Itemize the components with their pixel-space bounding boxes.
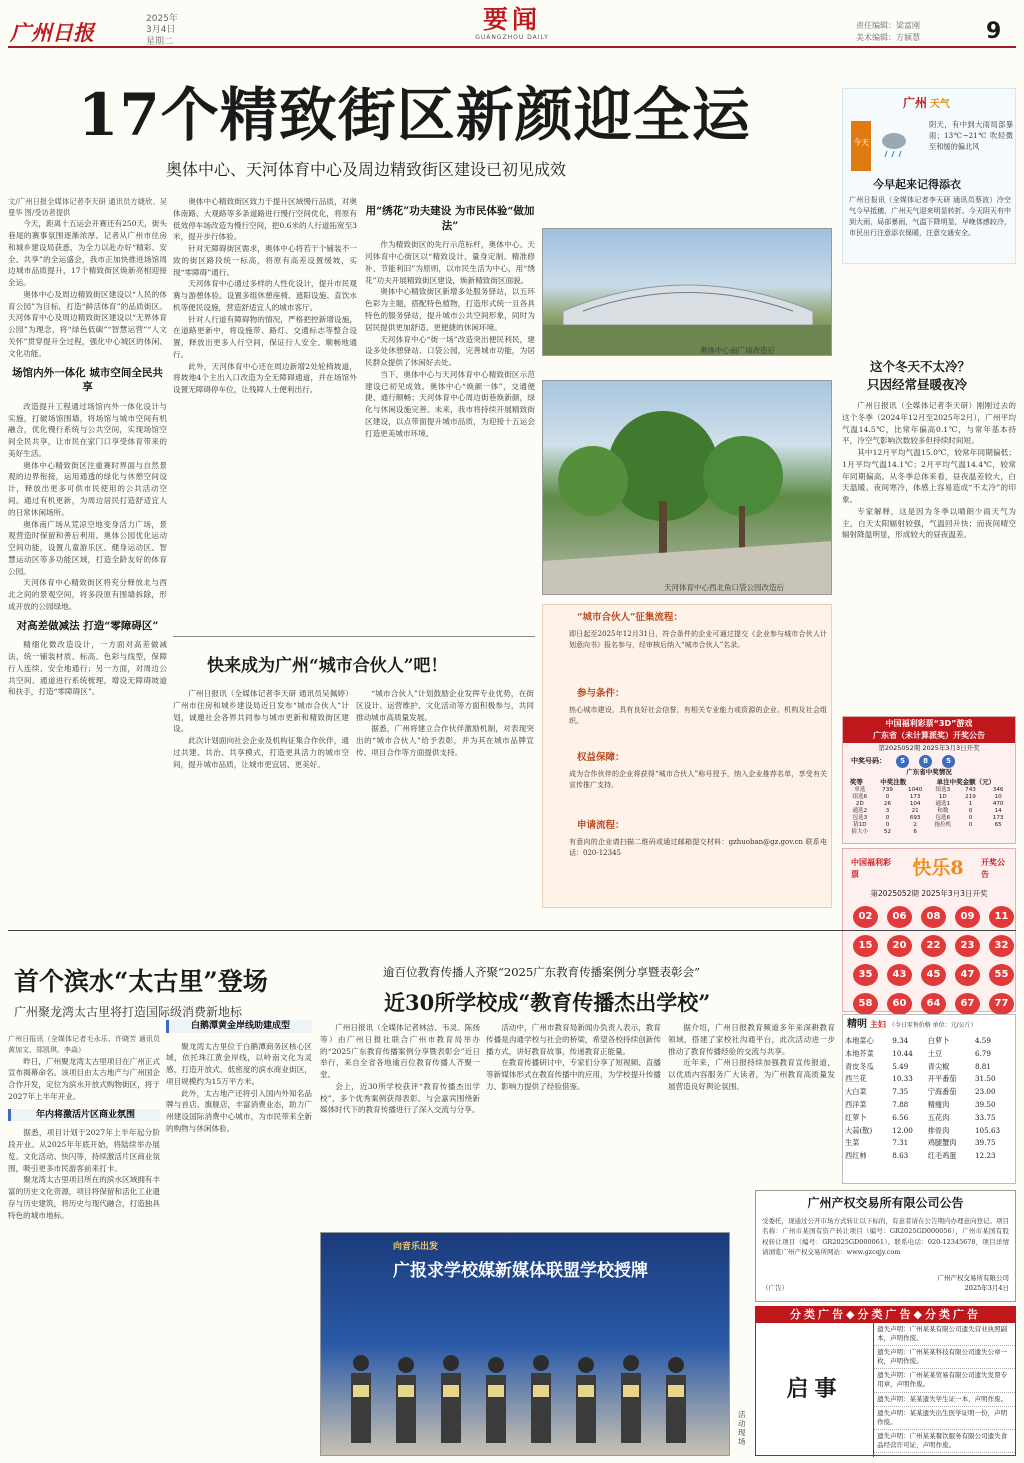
bay-subtitle: 广州聚龙湾太古里将打造国际级消费新地标 bbox=[14, 1005, 243, 1019]
main-column-3: 用“绣花”功夫建设 为市民体验“做加法” 作为精致街区的先行示范标杆，奥体中心、天河体育中心街区以“精致设计、量身定制、精准修补、节能利旧”为原则，以市民生活为中心，用“绣花”功夫开展精致街区建设，焕新精致街区面貌。 奥体中心精致街区新增多处服务驿站，以五环色彩为主题，搭配特色植物，打造形式统一且各具特色的服务驿站，提升城市公共空间形象，同时为居民提供更加舒适、更便捷的休闲环境。 天河体育中心“街一场”改造突出便民利民，建设多处休憩驿站、口袋公园，完善城市功能，为居民群众提供了休闲好去处。 当下，奥体中心与天河体育中心精致街区示范建设已初见成效。奥体中心“焕颜一体”，交通便捷、通行顺畅；天河体育中心周边街巷焕新颜，绿化与休闲设施完善。未来，我市将持续开展精致街区建设，以点带面提升城市品质，为迎接十五运会打造更美城市环境。 bbox=[365, 205, 535, 438]
edu-column-3: 据介绍，广州日报教育频道多年来深耕教育领域，搭建了家校社沟通平台，此次活动进一步推动了教育传播经验的交流与共享。 近年来，广州日报持续加强教育宣传报道，以优质内容服务广大读者，为广州教育高质量发展营造良好舆论氛围。 bbox=[668, 1023, 835, 1091]
kl8-ball: 23 bbox=[955, 935, 980, 957]
photo-pocket-park bbox=[542, 380, 832, 595]
kl8-ball: 43 bbox=[887, 964, 912, 986]
list-item: 遗失声明：广州某某餐饮服务有限公司遗失食品经营许可证，声明作废。 bbox=[874, 1430, 1015, 1453]
kl8-ball: 09 bbox=[955, 906, 980, 928]
bay-headline: 首个滨水“太古里”登场 bbox=[14, 967, 268, 996]
bay-column-2: 白鹅潭黄金岸线助建成型 聚龙湾太古里位于白鹅潭商务区核心区域，依托珠江黄金岸线，以岭南文化为灵感，打造开放式、低密度的滨水商业街区，项目规模约为15万平方米。 此外，太古地产还将引入国内外知名品牌与首店、旗舰店，丰富消费业态，助力广州建设国际消费中心城市，为市民带来全新的购物与休闲体验。 bbox=[166, 1021, 312, 1133]
kl8-ball: 67 bbox=[955, 993, 980, 1015]
kl8-logo: 快乐8 bbox=[912, 857, 964, 880]
edu-headline: 近30所学校成“教育传播杰出学校” bbox=[384, 990, 711, 1015]
kl8-ball: 64 bbox=[921, 993, 946, 1015]
masthead-rule bbox=[8, 46, 1016, 48]
weather-headline: 今早起来记得添衣 bbox=[873, 178, 961, 191]
kl8-ball: 08 bbox=[921, 906, 946, 928]
editor-credits: 责任编辑：梁富刚 美术编辑：方颖慧 bbox=[856, 21, 920, 42]
rights-title: 权益保障： bbox=[577, 752, 625, 763]
divider bbox=[173, 636, 535, 637]
edu-event-photo: 向音乐出发 广报求学校媒新媒体联盟学校授牌 bbox=[320, 1232, 730, 1456]
list-item: 遗失声明：某某遗失出生医学证明一份，声明作废。 bbox=[874, 1407, 1015, 1430]
kl8-ball: 22 bbox=[921, 935, 946, 957]
weather-forecast: 阴天，有中到大雨局部暴雨；13℃~21℃ 吹轻微至和缓的偏北风 bbox=[929, 120, 1013, 152]
kl8-numbers bbox=[843, 900, 1015, 1021]
list-item: 遗失声明：广州某某有限公司遗失营业执照副本，声明作废。 bbox=[874, 1323, 1015, 1346]
section-divider bbox=[8, 930, 1016, 931]
partner-headline: 快来成为广州“城市合伙人”吧！ bbox=[207, 656, 448, 676]
edu-photo-banner: 广报求学校媒新媒体联盟学校授牌 bbox=[393, 1261, 648, 1281]
kl8-ball: 58 bbox=[853, 993, 878, 1015]
edu-kicker: 逾百位教育传播人齐聚“2025广东教育传播案例分享暨表彰会” bbox=[383, 965, 701, 979]
list-item: 遗失声明：某某遗失学生证一本，声明作废。 bbox=[874, 1393, 1015, 1407]
page-number: 9 bbox=[986, 19, 1002, 44]
photo-caption: 奥体中心南广场改造后 bbox=[700, 346, 775, 355]
subheading: 对高差做减法 打造“零障碍区” bbox=[16, 619, 159, 632]
recruit-title: “城市合伙人”征集流程： bbox=[577, 612, 683, 623]
edu-column-2: 活动中，广州市教育局新闻办负责人表示，教育传播是沟通学校与社会的桥梁，希望各校持续创新传播方式，讲好教育故事，传递教育正能量。 在教育传播研讨中，专家们分享了短视频、直播等新媒体形式在教育传播中的应用，为学校提升传播力、影响力提供了经验借鉴。 bbox=[486, 1023, 661, 1091]
kl8-ball: 15 bbox=[853, 935, 878, 957]
lottery-title: 中国福利彩票“3D”游戏 bbox=[885, 719, 973, 728]
kl8-ball: 20 bbox=[887, 935, 912, 957]
warm-winter-headline: 这个冬天不太冷？ bbox=[870, 359, 971, 374]
property-exchange-notice: 广州产权交易所有限公司公告 受委托，现通过公开市场方式转让以下标的，有意者请在公告期内办理意向登记。项目名称：广州市某国有资产转让项目（编号：GR2025GD000056），广州市某国有股权转让项目（编号：GR2025GD000061）。联系电话：020-12345678，项目详情请浏览广州产权交易所网站：www.gzcqjy.com 广州产权交易所有限公司 （广告） 2025年3月4日 bbox=[755, 1190, 1016, 1302]
kl8-ball: 11 bbox=[989, 906, 1014, 928]
weather-box: 广州 天气 今天 阴天，有中到大雨局部暴雨；13℃~21℃ 吹轻微至和缓的偏北风 今早起来记得添衣 广州日报讯（全媒体记者李天研 通讯员蔡波）冷空气今早抵穗，广州天气迎来明显转折。今天阴天有中到大雨，局部暴雨，气温下降明显，早晚体感较冷，市民出行注意添衣保暖，注意交通安全。 bbox=[842, 88, 1016, 264]
partner-info-box: “城市合伙人”征集流程： 即日起至2025年12月31日，符合条件的企业可通过提交《企业参与城市合伙人计划意向书》报名参与，经审核后纳入“城市合伙人”名录。 参与条件： 热心城市建设，具有良好社会信誉，有相关专业能力或资源的企业、机构及社会组织。 权益保障： 成为合作伙伴的企业将获得“城市合伙人”称号授予，纳入企业推荐名单，享受有关宣传推广支持。 申请流程： 有意向的企业请扫描二维码或通过邮箱提交材料：gzhuoban@gz.gov.cn 联系电话：020-12345 bbox=[542, 604, 832, 908]
main-column-2: 奥体中心精致街区致力于提升区域慢行品质，对奥体南路、大观路等多条道路进行慢行空间优化，将原有低效停车场改造为慢行空间，把0.6米的人行道拓宽至3米，提升步行体验。 针对无障碍街区需求，奥体中心将若干个铺装不一致的街区路段统一标高，将原有高差设置缓坡，实现“零障碍”通行。 天河体育中心通过多样的人性化设计，提升市民观赛与游憩体验。设置多组休憩座椅、遮阳设施、直饮水机等便民设施，营造舒适宜人的城市客厅。 针对人行道有障碍物的情况，严格把控新增设施，在道路更新中，将设施带、路灯、交通标志等整合设置，释放出更多人行空间，保证行人安全、顺畅地通行。 此外，天河体育中心还在周边新增2处轮椅坡道，将坡地4个主出入口改造为全无障碍通道，并在场馆外设置无障碍停车位，让残障人士便利出行。 bbox=[173, 197, 357, 395]
winning-number: 5 bbox=[896, 755, 909, 768]
kl8-ball: 47 bbox=[955, 964, 980, 986]
kl8-ball: 45 bbox=[921, 964, 946, 986]
notice-heading: 启事 bbox=[786, 1376, 843, 1403]
winning-number: 8 bbox=[919, 755, 932, 768]
lottery-rows: 单选 739 1040 组选3 743 346 组选6 0 173 1D 219 10 2D 26 104 通选1 1 470 通选2 3 21 和数 0 14 包选3 0 693 包选6 0 173 猜1D 0 2 拖拉机 0 65 猜大小 52 6 bbox=[851, 787, 1004, 835]
apply-title: 申请流程： bbox=[577, 820, 625, 831]
kl8-ball: 35 bbox=[853, 964, 878, 986]
subheading: 年内将激活片区商业氛围 bbox=[8, 1109, 160, 1122]
winning-number: 5 bbox=[942, 755, 955, 768]
kl8-ball: 77 bbox=[989, 993, 1014, 1015]
lottery-3d-box: 中国福利彩票“3D”游戏 广东省（未计算派奖）开奖公告 第2025052期 2025年3月3日开奖 中奖号码： 5 8 5 广东省中奖情况 奖等 中奖注数 单注中奖金额（元） 单选 739 1040 组选3 743 346 组选6 0 173 1D 219 10 2D 26 104 通选1 1 470 通选2 3 21 和数 0 14 包选3 0 693 包选6 0 173 猜1D 0 2 拖拉机 0 65 猜大小 52 6 bbox=[842, 716, 1016, 844]
partner-column-2: “城市合伙人”计划鼓励企业发挥专业优势，在街区设计、运营维护、文化活动等方面积极参与，共同推动城市高质量发展。 据悉，广州将建立合作伙伴激励机制，对表现突出的“城市合伙人”给予表彰，并为其在城市品牌宣传、项目合作等方面提供支持。 bbox=[356, 689, 534, 757]
kl8-ball: 32 bbox=[989, 935, 1014, 957]
lottery-table: 奖等 中奖注数 单注中奖金额（元） bbox=[849, 778, 996, 786]
weather-city: 广州 bbox=[903, 96, 928, 110]
photo-olympic-center bbox=[542, 228, 832, 356]
vegetable-price-table: 本地菜心 9.34 白萝卜 4.59 本地芥菜 10.44 土豆 6.79 青皮冬瓜 5.49 青尖椒 8.81 西兰花 10.33 开平番茄 31.50 大白菜 7.35 宁海番茄 23.00 西洋菜 7.88 精瘦肉 39.50 红萝卜 6.56 五花肉 33.75 大蒜(散) 12.00 排骨肉 105.63 生菜 7.31 鸡腿蟹肉 39.75 西红柿 8.63 红毛鸡蛋 12.23 bbox=[845, 1036, 1001, 1161]
classified-list bbox=[873, 1323, 1015, 1457]
park-illustration bbox=[543, 381, 832, 595]
subheading: 白鹅潭黄金岸线助建成型 bbox=[166, 1020, 312, 1033]
kl8-ball: 06 bbox=[887, 906, 912, 928]
subheading: 用“绣花”功夫建设 为市民体验“做加法” bbox=[365, 205, 535, 232]
paper-logo: 广州日报 bbox=[10, 20, 94, 45]
kl8-ball: 02 bbox=[853, 906, 878, 928]
issue-date: 2025年 3月4日 星期二 bbox=[146, 14, 178, 47]
list-item: 遗失声明：广州某某贸易有限公司遗失发票专用章，声明作废。 bbox=[874, 1369, 1015, 1392]
award-people-illustration bbox=[321, 1233, 730, 1456]
vegetable-price-box: 精明 主妇 （今日零售价格 单位：元/公斤） 本地菜心 9.34 白萝卜 4.59 本地芥菜 10.44 土豆 6.79 青皮冬瓜 5.49 青尖椒 8.81 西兰花 10.33 开平番茄 31.50 大白菜 7.35 宁海番茄 23.00 西洋菜 7.88 精瘦肉 39.50 红萝卜 6.56 五花肉 33.75 大蒜(散) 12.00 排骨肉 105.63 生菜 7.31 鸡腿蟹肉 39.75 西红柿 8.63 红毛鸡蛋 12.23 bbox=[842, 1014, 1016, 1184]
warm-winter-text: 广州日报讯（全媒体记者李天研）刚刚过去的这个冬季（2024年12月至2025年2月），广州平均气温14.5℃，比常年偏高0.1℃，与常年基本持平，冷空气影响次数较多但持续时间短。 其中12月平均气温15.0℃，较常年同期偏低；1月平均气温14.1℃；2月平均气温14.4℃，较常年同期偏高。从冬季总体来看，昼夜温差较大，白天温暖、夜间寒冷，体感上容易造成“不太冷”的印象。 专家解释，这是因为冬季以晴朗少雨天气为主，白天太阳辐射较强，气温回升快；而夜间晴空辐射降温明显，形成较大的昼夜温差。 bbox=[842, 401, 1016, 540]
main-subtitle: 奥体中心、天河体育中心及周边精致街区建设已初见成效 bbox=[166, 160, 567, 179]
today-label: 今天 bbox=[851, 121, 871, 171]
kl8-ball: 55 bbox=[989, 964, 1014, 986]
kl8-ball: 60 bbox=[887, 993, 912, 1015]
conditions-title: 参与条件： bbox=[577, 688, 625, 699]
bay-column-1: 广州日报讯（全媒体记者毛永乐、许晓芳 通讯员黄加文、郑凯琪、李焱） 昨日，广州聚龙湾太古里项目在广州正式宣布揭幕命名。该项目由太古地产与广州国企合作开发，定位为滨水开放式购物街区，将于2027年上半年开业。 年内将激活片区商业氛围 据悉，项目计划于2027年上半年起分阶段开业。从2025年年底开始，将陆续举办展览、文化活动、快闪等，持续激活片区商业氛围，吸引更多市民游客前来打卡。 聚龙湾太古里项目所在的滨水区域拥有丰富的历史文化资源，项目将保留和活化工业遗存与历史建筑，将历史与现代融合，打造独具特色的城市地标。 bbox=[8, 1035, 160, 1220]
section-title: 要闻 bbox=[482, 5, 541, 34]
weather-text: 广州日报讯（全媒体记者李天研 通讯员蔡波）冷空气今早抵穗，广州天气迎来明显转折。今天阴天有中到大雨，局部暴雨，气温下降明显，早晚体感较冷，市民出行注意添衣保暖，注意交通安全。 bbox=[849, 196, 1011, 237]
main-headline: 17个精致街区新颜迎全运 bbox=[78, 81, 751, 149]
list-item: 遗失声明：广州某某科技有限公司遗失公章一枚，声明作废。 bbox=[874, 1346, 1015, 1369]
warm-winter-headline-2: 只因经常昼暖夜冷 bbox=[867, 377, 968, 392]
subheading: 场馆内外一体化 城市空间全民共享 bbox=[12, 366, 163, 394]
partner-column-1: 广州日报讯（全媒体记者李天研 通讯员吴佩婷）广州市住房和城乡建设局近日发布“城市合伙人”计划，诚邀社会各界共同参与城市更新和精致街区建设。 此次计划面向社会企业及机构征集合作伙伴，通过共建、共治、共享模式，打造更具活力的城市空间，提升城市品质，让城市更宜居、更美好。 bbox=[173, 689, 349, 769]
masthead bbox=[0, 0, 1024, 72]
classified-ads: 分类广告◆分类广告◆分类广告 启事 遗失声明：广州某某有限公司遗失营业执照副本，声明作废。 遗失声明：广州某某科技有限公司遗失公章一枚，声明作废。 遗失声明：广州某某贸易有限公司遗失发票专用章，声明作废。 遗失声明：某某遗失学生证一本，声明作废。 遗失声明：某某遗失出生医学证明一份，声明作废。 遗失声明：广州某某餐饮服务有限公司遗失食品经营许可证，声明作废。 bbox=[755, 1306, 1016, 1456]
cloud-rain-icon bbox=[879, 129, 909, 159]
photo-caption: 天河体育中心西北角口袋公园改造后 bbox=[664, 583, 784, 592]
lottery-kl8-box: 中国福利彩票 快乐8 开奖公告 第2025052期 2025年3月3日开奖 02 06 08 09 11 15 20 22 23 32 35 43 45 47 55 58 60 64 67 77 bbox=[842, 848, 1016, 1012]
main-column-1: 文/广州日报全媒体记者李天研 通讯员方婕欣、吴曼华 图/受访者提供 今天，距离十五运会开赛还有250天，街头巷尾的赛事氛围逐渐浓厚。记者从广州市住房和城乡建设局获悉，为全力以赴办好“精彩、安全、共享”的全运盛会，我市正加快推进场馆周边城市品质提升，17个精致街区焕新亮相迎接全运。 奥体中心及周边精致街区建设以“人民的体育公园”为目标，打造“鲜活体育”的品质街区。天河体育中心及周边精致街区建设以“无界体育公园”为理念，将“绿色低碳”“智慧运营”“人文关怀”贯穿提升全过程，强化中心城区的体闲、文化功能。 场馆内外一体化 城市空间全民共享 改造提升工程通过场馆内外一体化设计与实施，打破场馆围墙，将场馆与城市空间有机融合，优化慢行系统与公共空间，实现场馆空间全民共享，让市民在家门口享受体育带来的美好生活。 奥体中心精致街区注重赛时界面与自然景观的边界衔接，运用通透的绿化与休憩空间设计，释放出更多可供市民使用的公共活动空间。通过有机更新，为周边居民打造舒适宜人的日常休闲场所。 奥体南广场从荒凉空地变身活力广场，景观营造时保留和善后利用。奥体公园优化运动空间功能，设置儿童游乐区、健身运动区、智慧运动区等多功能区域，打造全龄友好的体育公园。 天河体育中心精致街区将充分释放北与西北之间的景观空间，将多段原有围墙拆除，形成开放的公园绿地。 对高差做减法 打造“零障碍区” 精细化微改造设计，一方面对高差做减法，统一铺装材质、标高、色彩与线型，保障行人连续、安全地通行；另一方面，对周边公共空间、通道进行系统梳理，增设无障碍坡道和扶手，打造“零障碍区”。 bbox=[8, 197, 167, 697]
stadium-illustration bbox=[543, 229, 832, 356]
byline: 文/广州日报全媒体记者李天研 通讯员方婕欣、吴曼华 图/受访者提供 bbox=[8, 197, 167, 218]
edu-column-1: 广州日报讯（全媒体记者林洁、韦灵、陈扬等）由广州日报社联合广州市教育局举办的“2025广东教育传播案例分享暨表彰会”近日举行，来自全省各地逾百位教育传播人齐聚一堂。 会上，近30所学校获评“教育传播杰出学校”，多个优秀案例获得表彰。与会嘉宾围绕新媒体时代下的教育传播进行了深入交流与分享。 bbox=[320, 1023, 480, 1115]
edu-photo-caption: 活动现场 bbox=[738, 1410, 746, 1446]
section-english: GUANGZHOU DAILY bbox=[475, 34, 549, 41]
